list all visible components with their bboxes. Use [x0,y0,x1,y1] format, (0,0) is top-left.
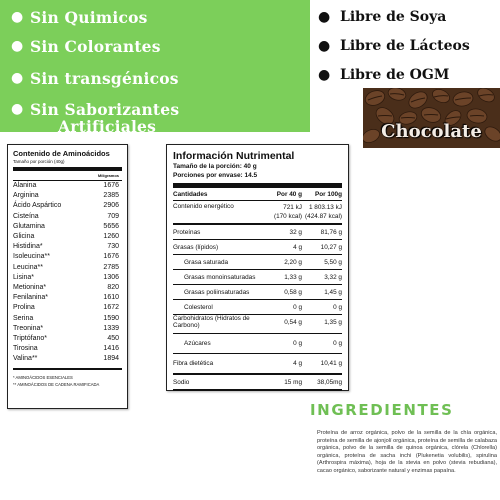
amino-row [13,273,122,283]
amino-row [13,293,122,303]
amino-name: Ácido Aspártico [13,202,62,210]
nutrition-c100: 10,41 g [320,360,342,367]
amino-row [13,314,122,324]
amino-row [13,181,122,191]
nutrition-label: Grasas poliinsaturadas [184,288,250,296]
amino-name: Fenilanina* [13,294,49,302]
amino-row [13,242,122,252]
amino-row [13,222,122,232]
nutrition-c100: 38,05mg [317,378,342,386]
nutrition-row [173,225,342,239]
amino-row [13,252,122,262]
nutrition-row [173,300,342,314]
nutrition-row [173,240,342,254]
nutrition-label: Grasas (lípidos) [173,243,219,251]
serving-size: Tamaño de la porción: 40 g [173,163,257,170]
nutrition-rows [173,223,342,391]
divider [173,389,342,391]
amino-value: 5656 [103,222,119,230]
nutrition-title: Información Nutrimental [173,150,295,162]
amino-value: 730 [107,243,119,251]
nutrition-c40: 1,33 g [284,273,302,281]
nutrition-label: Grasa saturada [184,258,229,266]
ingredients-text: Proteína de arroz orgánica, polvo de la semilla de la chía orgánica, proteína de semilla de ajonjolí orgánica, proteína de semilla de calabaza orgánica, polvo de la semilla de quinoa orgánica, clórela (Chlorella) orgánica, proteína de sacha inchi (Plukenetia volubilis), spirulina (Arthrospira máxima), hoja de la stevia en polvo (stevia rebudiana), cacao orgánico, saborizante natural y enzimas papaína. [317,430,497,474]
amino-value: 1590 [103,314,119,322]
amino-row [13,283,122,293]
amino-name: Cisteína [13,212,39,220]
amino-row [13,334,122,344]
nutrition-row [173,315,342,329]
bullet-icon: ● [11,9,24,25]
amino-rows [13,181,122,365]
amino-value: 709 [107,212,119,220]
amino-row [13,354,122,364]
nutrition-row [173,354,342,373]
nutrition-label: Fibra dietética [173,360,214,367]
amino-note-essential: * AMINOÁCIDOS ESENCIALES [13,374,73,380]
nutrition-c100: 0 g [333,340,342,347]
amino-note-branched: ** AMINOÁCIDOS DE CADENA RAMIFICADA [13,381,100,387]
amino-serving: Tamaño por porción (40g) [13,159,65,164]
amino-value: 820 [107,284,119,292]
amino-name: Lisina* [13,273,35,281]
claim-sin-saborizantes: ● Sin Saborizantes Artificiales [11,100,180,136]
amino-name: Serina [13,314,34,322]
nutrition-c100: 1,35 g [324,318,342,326]
nutrition-c40: 0 g [293,340,302,347]
amino-name: Prolina [13,304,35,312]
amino-value: 1339 [103,324,119,332]
amino-unit: Miligramos [97,173,119,178]
amino-name: Triptófano* [13,335,47,343]
bullet-icon: ● [11,101,24,117]
amino-row [13,263,122,273]
nutrition-c40: 32 g [289,228,302,236]
amino-value: 1306 [103,273,119,281]
amino-row [13,201,122,211]
nutrition-label: Proteínas [173,228,201,236]
amino-value: 1676 [103,182,119,189]
amino-name: Isoleucina** [13,253,50,261]
amino-row [13,232,122,242]
amino-name: Treonina* [13,324,44,332]
amino-name: Valina** [13,355,38,363]
nutrition-c40: 0 g [293,303,302,311]
claim-libre-ogm: ● Libre de OGM [318,67,450,83]
claim-sin-quimicos: ● Sin Quimicos [11,8,148,27]
nutrition-facts-table [166,144,349,391]
nutrition-row [173,255,342,269]
claim-libre-lacteos: ● Libre de Lácteos [318,38,470,54]
amino-row [13,191,122,201]
nutrition-c100: 5,50 g [324,258,342,266]
nutrition-c40: 15 mg [284,378,302,386]
amino-name: Alanina [13,182,37,189]
nutrition-c40: 0,58 g [284,288,302,296]
amino-row [13,303,122,313]
nutrition-row [173,375,342,389]
ingredients-title: INGREDIENTES [310,401,454,419]
nutrition-c100: 10,27 g [320,243,342,251]
chocolate-beans-image [363,88,500,148]
amino-value: 2385 [103,192,119,200]
nutrition-c100: 3,32 g [324,273,342,281]
amino-row [13,212,122,222]
nutrition-c100: 81,76 g [320,228,342,236]
claim-sin-transgenicos: ● Sin transgénicos [11,69,179,88]
amino-value: 1672 [103,304,119,312]
claim-artificiales: Artificiales [58,117,157,136]
bullet-icon: ● [318,9,331,25]
amino-value: 1894 [103,355,119,363]
nutrition-header-row: Cantidades Por 40 g Por 100g [173,190,342,198]
amino-value: 1610 [103,294,119,302]
nutrition-row [173,285,342,299]
amino-value: 1416 [103,345,119,353]
nutrition-row [173,334,342,353]
amino-value: 1260 [103,233,119,241]
nutrition-c100: 0 g [333,303,342,311]
claims-banner [0,0,310,136]
amino-name: Metionina* [13,284,47,292]
nutrition-label: Sodio [173,378,190,386]
servings-per-container: Porciones por envase: 14.5 [173,172,258,179]
nutrition-label: Colesterol [184,303,213,311]
amino-value: 2906 [103,202,119,210]
divider [13,368,122,370]
nutrition-row [173,270,342,284]
amino-name: Glutamina [13,222,45,230]
amino-value: 2785 [103,263,119,271]
nutrition-c40: 4 g [293,243,302,251]
nutrition-c40: 0,54 g [284,318,302,326]
claim-sin-colorantes: ● Sin Colorantes [11,37,161,56]
nutrition-c40: 4 g [293,360,302,367]
bullet-icon: ● [318,67,331,83]
bullet-icon: ● [318,38,331,54]
nutrition-label: Carbohidratos (Hidratos de Carbono) [173,315,250,329]
bullet-icon: ● [11,38,24,54]
bullet-icon: ● [11,70,24,86]
amino-value: 1676 [103,253,119,261]
amino-name: Leucina** [13,263,43,271]
nutrition-label: Grasas monoinsaturadas [184,273,256,281]
claim-libre-soya: ● Libre de Soya [318,9,447,25]
nutrition-c40: 2,20 g [284,258,302,266]
amino-row [13,344,122,354]
amino-acid-table [7,144,128,409]
flavor-label: Chocolate [381,121,482,142]
amino-name: Tirosina [13,345,38,353]
nutrition-label: Azúcares [184,340,211,347]
amino-row [13,324,122,334]
amino-title: Contenido de Aminoácidos [13,149,110,158]
amino-name: Arginina [13,192,39,200]
amino-value: 450 [107,335,119,343]
energy-row: Contenido energético 721 kJ (170 kcal) 1 803.13 kJ (424.87 kcal) [173,203,342,220]
divider [13,167,122,171]
amino-name: Glicina [13,233,35,241]
nutrition-c100: 1,45 g [324,288,342,296]
amino-name: Histidina* [13,243,43,251]
